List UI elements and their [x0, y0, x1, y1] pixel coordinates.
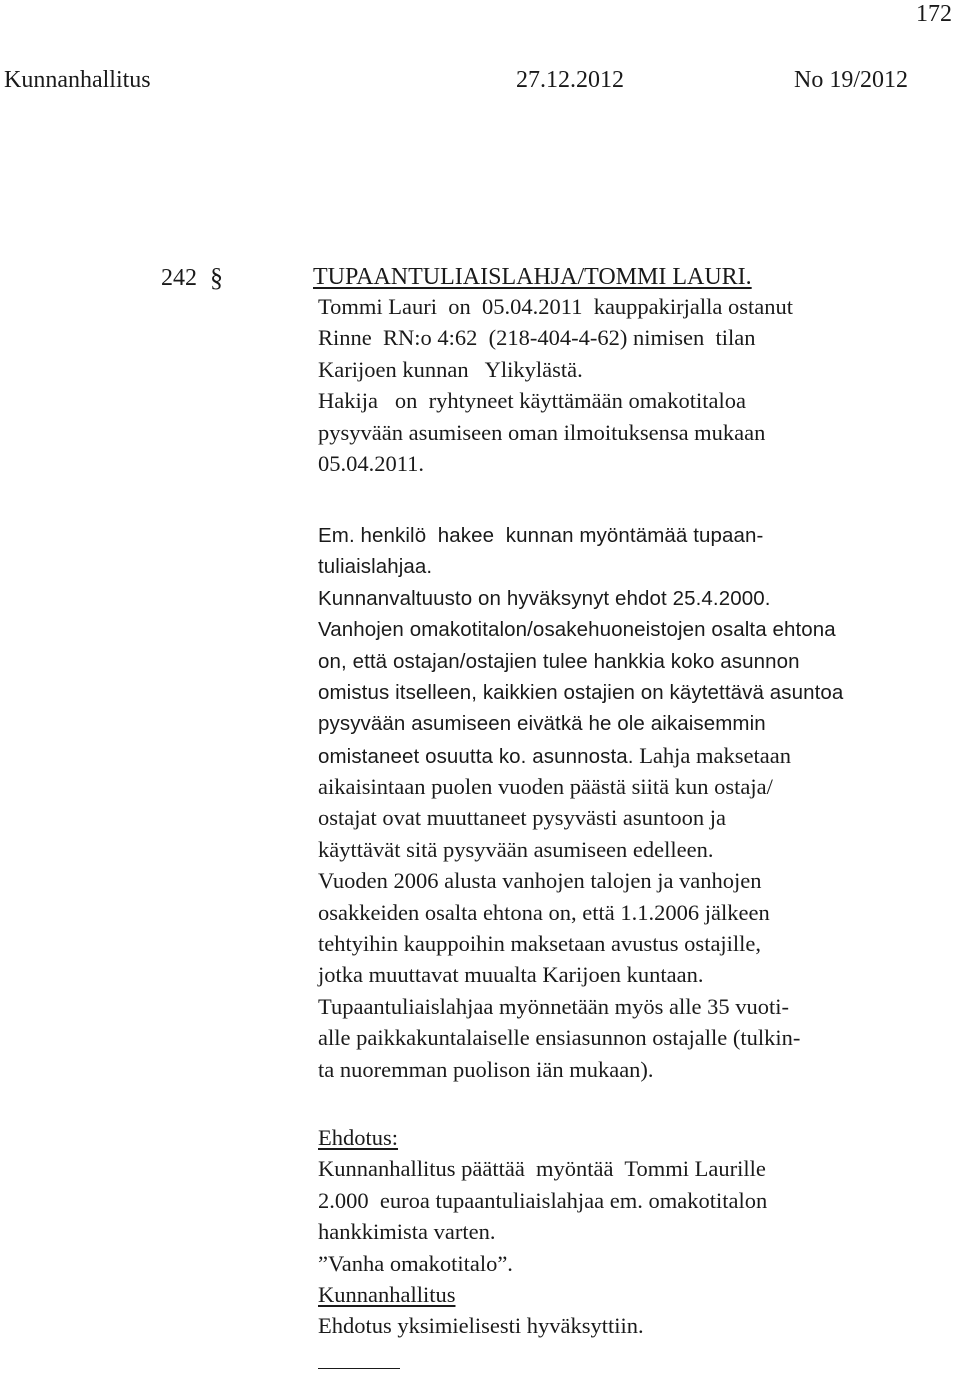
- header-organization: Kunnanhallitus: [4, 67, 151, 93]
- condition-line: osakkeiden osalta ehtona on, että 1.1.2006 jälkeen: [318, 899, 770, 925]
- section-title: TUPAANTULIAISLAHJA/TOMMI LAURI.: [313, 264, 752, 290]
- mixed-line-sans: omistaneet osuutta ko. asunnosta.: [318, 745, 634, 768]
- intro-line: 05.04.2011.: [318, 450, 425, 476]
- condition-line: Kunnanvaltuusto on hyväksynyt ehdot 25.4.2000.: [318, 586, 771, 610]
- condition-line: Em. henkilö hakee kunnan myöntämää tupaan-: [318, 524, 764, 547]
- intro-line: Hakija on ryhtyneet käyttämään omakotitaloa: [318, 388, 746, 414]
- condition-line: Vanhojen omakotitalon/osakehuoneistojen osalta ehtona: [318, 618, 836, 642]
- condition-line: pysyvään asumiseen eivätkä he ole aikaisemmin: [318, 712, 766, 736]
- decision-text: Ehdotus yksimielisesti hyväksyttiin.: [318, 1313, 644, 1339]
- intro-line: pysyvään asumiseen oman ilmoituksensa mukaan: [318, 419, 766, 445]
- decision-heading: Kunnanhallitus: [318, 1281, 456, 1307]
- page-number: 172: [916, 1, 952, 27]
- condition-line: tuliaislahjaa.: [318, 555, 433, 579]
- header-date: 27.12.2012: [516, 67, 624, 93]
- mixed-line: [318, 740, 958, 771]
- document-header: [4, 64, 934, 96]
- intro-line: Karijoen kunnan Ylikylästä.: [318, 356, 583, 382]
- proposal-heading: Ehdotus:: [318, 1125, 399, 1150]
- closing-rule: [318, 1368, 400, 1369]
- proposal-block: [318, 1122, 958, 1342]
- condition-line: ostajat ovat muuttaneet pysyvästi asuntoon ja: [318, 805, 727, 831]
- condition-line: aikaisintaan puolen vuoden päästä siitä kun ostaja/: [318, 774, 773, 799]
- condition-line: on, että ostajan/ostajien tulee hankkia koko asunnon: [318, 649, 800, 673]
- condition-line: omistus itselleen, kaikkien ostajien on käytettävä asuntoa: [318, 680, 844, 704]
- intro-line: Tommi Lauri on 05.04.2011 kauppakirjalla ostanut: [318, 294, 794, 319]
- proposal-line: hankkimista varten.: [318, 1219, 496, 1245]
- proposal-line: Kunnanhallitus päättää myöntää Tommi Laurille: [318, 1156, 766, 1182]
- conditions-text: [318, 520, 958, 740]
- intro-text: [318, 291, 958, 479]
- section-number: 242: [161, 265, 197, 291]
- condition-line: tehtyihin kauppoihin maksetaan avustus ostajille,: [318, 930, 762, 956]
- conditions-serif-text: [318, 771, 958, 1085]
- condition-line: käyttävät sitä pysyvään asumiseen edelleen.: [318, 836, 714, 862]
- section-sign: §: [210, 263, 223, 292]
- condition-line: alle paikkakuntalaiselle ensiasunnon ostajalle (tulkin-: [318, 1025, 801, 1051]
- condition-line: Vuoden 2006 alusta vanhojen talojen ja vanhojen: [318, 868, 762, 894]
- proposal-line: ”Vanha omakotitalo”.: [318, 1250, 513, 1276]
- proposal-line: 2.000 euroa tupaantuliaislahjaa em. omakotitalon: [318, 1187, 768, 1213]
- header-minutes-number: No 19/2012: [794, 67, 908, 93]
- mixed-line-serif: Lahja maksetaan: [633, 743, 791, 768]
- condition-line: jotka muuttavat muualta Karijoen kuntaan.: [318, 962, 704, 988]
- condition-line: Tupaantuliaislahjaa myönnetään myös alle 35 vuoti-: [318, 993, 789, 1019]
- intro-line: Rinne RN:o 4:62 (218-404-4-62) nimisen tilan: [318, 325, 756, 351]
- condition-line: ta nuoremman puolison iän mukaan).: [318, 1056, 654, 1082]
